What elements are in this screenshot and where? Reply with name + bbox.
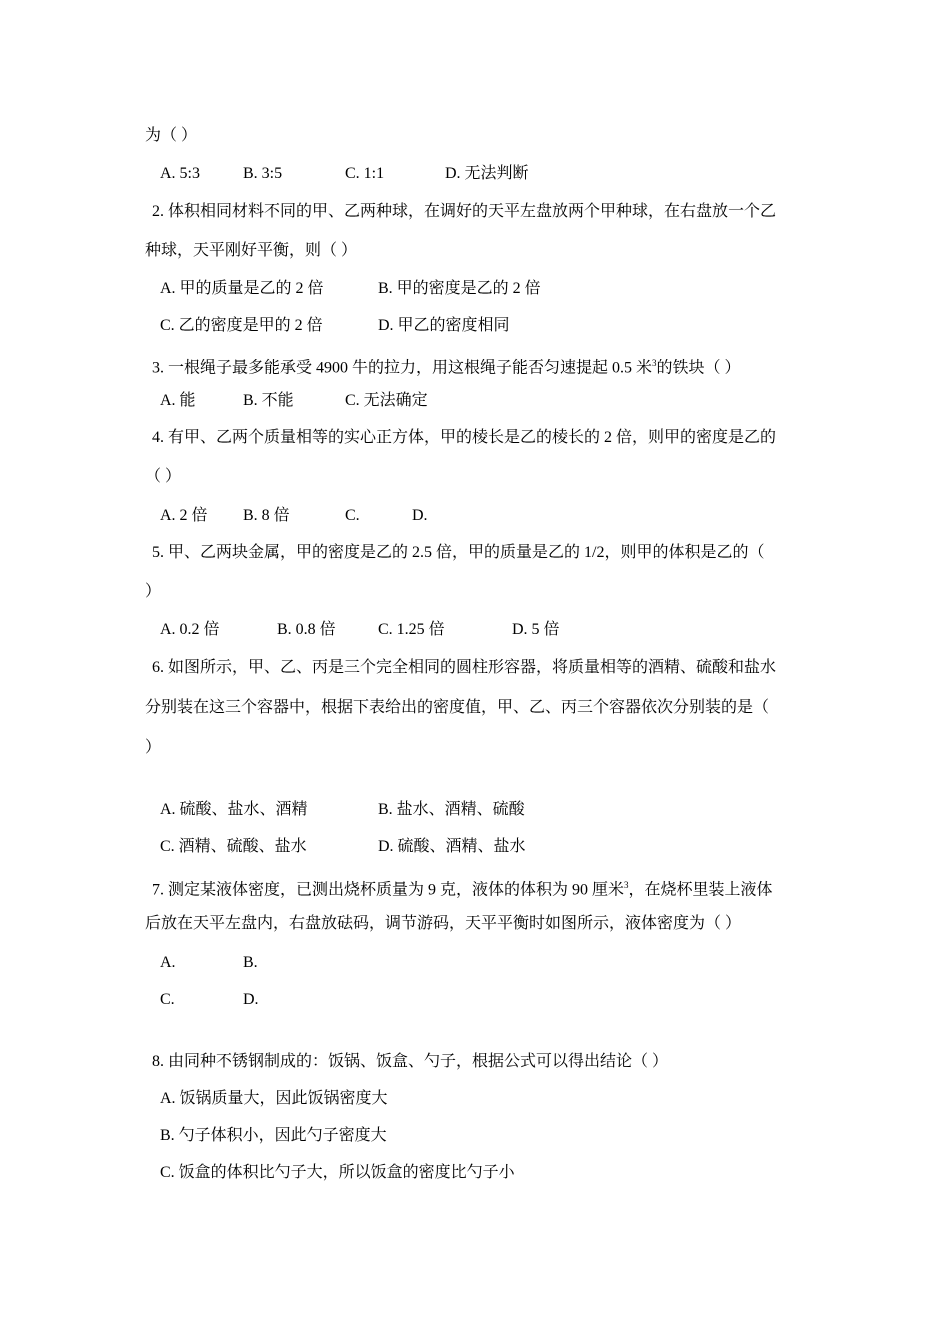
- q4-option-d: D.: [412, 507, 428, 524]
- q4-text-line1: 4. 有甲、乙两个质量相等的实心正方体，甲的棱长是乙的棱长的 2 倍，则甲的密度是乙的: [152, 429, 777, 446]
- q6-text-line2: 分别装在这三个容器中，根据下表给出的密度值，甲、乙、丙三个容器依次分别装的是（: [145, 699, 770, 716]
- q5-text-line1: 5. 甲、乙两块金属，甲的密度是乙的 2.5 倍，甲的质量是乙的 1/2，则甲的体积是乙的（: [152, 544, 765, 561]
- q6-option-d: D. 硫酸、酒精、盐水: [378, 838, 526, 855]
- q5-text-line2: ）: [145, 583, 162, 600]
- q4-option-b: B. 8 倍: [243, 507, 290, 524]
- q2-option-c: C. 乙的密度是甲的 2 倍: [160, 317, 323, 334]
- q8-text-line1: 8. 由同种不锈钢制成的：饭锅、饭盒、勺子，根据公式可以得出结论（ ）: [152, 1053, 669, 1070]
- q2-option-b: B. 甲的密度是乙的 2 倍: [378, 280, 541, 297]
- q6-text-line1: 6. 如图所示，甲、乙、丙是三个完全相同的圆柱形容器，将质量相等的酒精、硫酸和盐水: [152, 659, 777, 676]
- q5-option-d: D. 5 倍: [512, 621, 560, 638]
- q3-text-post: 的铁块（ ）: [656, 359, 741, 377]
- q4-option-a: A. 2 倍: [160, 507, 208, 524]
- q8-option-b: B. 勺子体积小，因此勺子密度大: [160, 1127, 387, 1144]
- q6-option-b: B. 盐水、酒精、硫酸: [378, 801, 525, 818]
- q8-option-a: A. 饭锅质量大，因此饭锅密度大: [160, 1090, 388, 1107]
- q6-text-line3: ）: [145, 739, 162, 756]
- q3-text-pre: 3. 一根绳子最多能承受 4900 牛的拉力，用这根绳子能否匀速提起 0.5 米: [152, 359, 653, 377]
- q7-text-line2: 后放在天平左盘内，右盘放砝码，调节游码，天平平衡时如图所示，液体密度为（ ）: [145, 915, 742, 932]
- q5-option-c: C. 1.25 倍: [378, 621, 445, 638]
- q7-option-c: C.: [160, 991, 175, 1008]
- q4-option-c: C.: [345, 507, 360, 524]
- q1-option-d: D. 无法判断: [445, 165, 529, 182]
- q3-option-a: A. 能: [160, 392, 196, 409]
- q7-option-d: D.: [243, 991, 259, 1008]
- q5-option-a: A. 0.2 倍: [160, 621, 220, 638]
- q7-text-post: ，在烧杯里装上液体: [628, 881, 773, 899]
- q1-option-c: C. 1:1: [345, 165, 385, 182]
- q4-text-line2: （ ）: [145, 468, 182, 485]
- q2-option-a: A. 甲的质量是乙的 2 倍: [160, 280, 324, 297]
- q8-option-c: C. 饭盒的体积比勺子大，所以饭盒的密度比勺子小: [160, 1164, 515, 1181]
- q6-option-a: A. 硫酸、盐水、酒精: [160, 801, 308, 818]
- q3-option-c: C. 无法确定: [345, 392, 428, 409]
- q2-text-line1: 2. 体积相同材料不同的甲、乙两种球，在调好的天平左盘放两个甲种球，在右盘放一个乙: [152, 203, 777, 220]
- q7-option-b: B.: [243, 954, 258, 971]
- q7-option-a: A.: [160, 954, 176, 971]
- q3-option-b: B. 不能: [243, 392, 294, 409]
- q3-text-line1: [152, 353, 741, 378]
- q6-option-c: C. 酒精、硫酸、盐水: [160, 838, 307, 855]
- q7-text-pre: 7. 测定某液体密度，已测出烧杯质量为 9 克，液体的体积为 90 厘米: [152, 881, 625, 899]
- q7-text-line1: [152, 875, 773, 900]
- q1-option-a: A. 5:3: [160, 165, 200, 182]
- q2-option-d: D. 甲乙的密度相同: [378, 317, 510, 334]
- q7-superscript: 3: [624, 880, 629, 890]
- q5-option-b: B. 0.8 倍: [277, 621, 336, 638]
- q3-superscript: 3: [652, 358, 657, 368]
- q2-text-line2: 种球，天平刚好平衡，则（ ）: [145, 242, 358, 259]
- q1-text-tail: 为（ ）: [145, 127, 198, 144]
- q1-option-b: B. 3:5: [243, 165, 283, 182]
